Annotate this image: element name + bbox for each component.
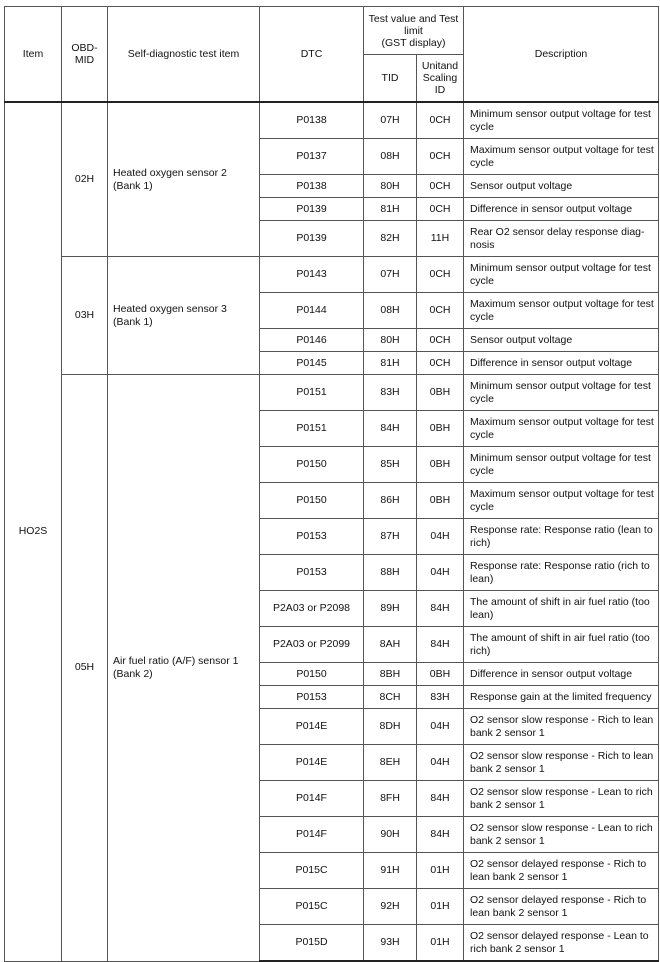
description-cell: Difference in sensor output voltage	[464, 663, 659, 686]
tid-cell: 91H	[364, 853, 417, 889]
dtc-cell: P014E	[260, 745, 364, 781]
unit-cell: 04H	[417, 519, 464, 555]
description-cell: Response rate: Response ratio (rich to lean)	[464, 555, 659, 591]
tid-cell: 81H	[364, 352, 417, 375]
dtc-cell: P0139	[260, 221, 364, 257]
header-test-value-text: Test value and Test limit (GST display)	[368, 12, 459, 49]
dtc-cell: P0150	[260, 447, 364, 483]
obd-mid-cell: 05H	[62, 375, 108, 962]
description-cell: Response rate: Response ratio (lean to rich)	[464, 519, 659, 555]
dtc-cell: P014F	[260, 781, 364, 817]
unit-cell: 83H	[417, 686, 464, 709]
tid-cell: 90H	[364, 817, 417, 853]
tid-cell: 87H	[364, 519, 417, 555]
table-row	[5, 102, 659, 139]
tid-cell: 8FH	[364, 781, 417, 817]
tid-cell: 85H	[364, 447, 417, 483]
description-cell: Rear O2 sensor delay response diag- nosis	[464, 221, 659, 257]
tid-cell: 8CH	[364, 686, 417, 709]
unit-cell: 01H	[417, 853, 464, 889]
header-description: Description	[464, 7, 659, 103]
tid-cell: 80H	[364, 175, 417, 198]
description-cell: O2 sensor delayed response - Rich to lean bank 2 sensor 1	[464, 889, 659, 925]
unit-cell: 84H	[417, 627, 464, 663]
tid-cell: 8DH	[364, 709, 417, 745]
unit-cell: 0CH	[417, 257, 464, 293]
dtc-cell: P2A03 or P2099	[260, 627, 364, 663]
dtc-cell: P0137	[260, 139, 364, 175]
description-cell: O2 sensor delayed response - Rich to lean bank 2 sensor 1	[464, 853, 659, 889]
tid-cell: 88H	[364, 555, 417, 591]
unit-cell: 84H	[417, 781, 464, 817]
unit-cell: 84H	[417, 817, 464, 853]
dtc-cell: P0144	[260, 293, 364, 329]
dtc-cell: P0146	[260, 329, 364, 352]
header-unit	[417, 55, 464, 103]
dtc-cell: P0151	[260, 411, 364, 447]
description-cell: The amount of shift in air fuel ratio (too rich)	[464, 627, 659, 663]
unit-cell: 04H	[417, 709, 464, 745]
dtc-cell: P014F	[260, 817, 364, 853]
description-cell: Maximum sensor output voltage for test cycle	[464, 483, 659, 519]
dtc-cell: P015C	[260, 853, 364, 889]
unit-cell: 0CH	[417, 102, 464, 139]
tid-cell: 8EH	[364, 745, 417, 781]
unit-cell: 84H	[417, 591, 464, 627]
dtc-cell: P0153	[260, 519, 364, 555]
description-cell: Response gain at the limited frequency	[464, 686, 659, 709]
description-cell: Maximum sensor output voltage for test cycle	[464, 411, 659, 447]
description-cell: O2 sensor delayed response - Lean to rich bank 2 sensor 1	[464, 925, 659, 962]
unit-cell: 0CH	[417, 198, 464, 221]
unit-cell: 11H	[417, 221, 464, 257]
item-cell: HO2S	[5, 102, 62, 961]
dtc-cell: P2A03 or P2098	[260, 591, 364, 627]
description-cell: Sensor output voltage	[464, 175, 659, 198]
description-cell: The amount of shift in air fuel ratio (too lean)	[464, 591, 659, 627]
test-item-cell: Heated oxygen sensor 3 (Bank 1)	[108, 257, 260, 375]
unit-cell: 0CH	[417, 139, 464, 175]
header-test-item: Self-diagnostic test item	[108, 7, 260, 103]
dtc-cell: P0138	[260, 102, 364, 139]
header-obd-mid-text: OBD- MID	[71, 42, 98, 66]
unit-cell: 0BH	[417, 483, 464, 519]
test-item-cell: Air fuel ratio (A/F) sensor 1 (Bank 2)	[108, 375, 260, 962]
header-obd-mid	[62, 7, 108, 103]
dtc-cell: P0145	[260, 352, 364, 375]
dtc-cell: P015D	[260, 925, 364, 962]
dtc-cell: P0153	[260, 555, 364, 591]
tid-cell: 80H	[364, 329, 417, 352]
dtc-cell: P0150	[260, 663, 364, 686]
dtc-cell: P0151	[260, 375, 364, 411]
description-cell: Maximum sensor output voltage for test cycle	[464, 293, 659, 329]
unit-cell: 0BH	[417, 663, 464, 686]
header-item: Item	[5, 7, 62, 103]
unit-cell: 0CH	[417, 329, 464, 352]
dtc-cell: P014E	[260, 709, 364, 745]
tid-cell: 92H	[364, 889, 417, 925]
dtc-cell: P015C	[260, 889, 364, 925]
description-cell: O2 sensor slow response - Rich to lean bank 2 sensor 1	[464, 745, 659, 781]
obd-mid-cell: 02H	[62, 102, 108, 257]
description-cell: Sensor output voltage	[464, 329, 659, 352]
dtc-cell: P0138	[260, 175, 364, 198]
test-item-cell: Heated oxygen sensor 2 (Bank 1)	[108, 102, 260, 257]
unit-cell: 0CH	[417, 175, 464, 198]
header-dtc: DTC	[260, 7, 364, 103]
description-cell: Minimum sensor output voltage for test cycle	[464, 102, 659, 139]
header-test-value	[364, 7, 464, 55]
tid-cell: 08H	[364, 293, 417, 329]
tid-cell: 8AH	[364, 627, 417, 663]
unit-cell: 04H	[417, 745, 464, 781]
tid-cell: 83H	[364, 375, 417, 411]
description-cell: Minimum sensor output voltage for test cycle	[464, 375, 659, 411]
description-cell: Minimum sensor output voltage for test cycle	[464, 257, 659, 293]
tid-cell: 81H	[364, 198, 417, 221]
tid-cell: 8BH	[364, 663, 417, 686]
tid-cell: 07H	[364, 257, 417, 293]
tid-cell: 82H	[364, 221, 417, 257]
description-cell: Minimum sensor output voltage for test cycle	[464, 447, 659, 483]
description-cell: Maximum sensor output voltage for test cycle	[464, 139, 659, 175]
unit-cell: 0BH	[417, 411, 464, 447]
unit-cell: 01H	[417, 889, 464, 925]
tid-cell: 89H	[364, 591, 417, 627]
description-cell: O2 sensor slow response - Lean to rich bank 2 sensor 1	[464, 817, 659, 853]
unit-cell: 0CH	[417, 293, 464, 329]
tid-cell: 86H	[364, 483, 417, 519]
description-cell: Difference in sensor output voltage	[464, 352, 659, 375]
unit-cell: 04H	[417, 555, 464, 591]
tid-cell: 93H	[364, 925, 417, 962]
dtc-cell: P0153	[260, 686, 364, 709]
tid-cell: 07H	[364, 102, 417, 139]
tid-cell: 84H	[364, 411, 417, 447]
table-row	[5, 257, 659, 293]
description-cell: O2 sensor slow response - Lean to rich bank 2 sensor 1	[464, 781, 659, 817]
description-cell: Difference in sensor output voltage	[464, 198, 659, 221]
obd-mid-cell: 03H	[62, 257, 108, 375]
dtc-cell: P0139	[260, 198, 364, 221]
unit-cell: 0CH	[417, 352, 464, 375]
unit-cell: 0BH	[417, 447, 464, 483]
unit-cell: 01H	[417, 925, 464, 962]
dtc-cell: P0143	[260, 257, 364, 293]
header-tid: TID	[364, 55, 417, 103]
tid-cell: 08H	[364, 139, 417, 175]
table-row	[5, 375, 659, 411]
dtc-cell: P0150	[260, 483, 364, 519]
table-body	[5, 102, 659, 961]
unit-cell: 0BH	[417, 375, 464, 411]
header-unit-text: Unitand Scaling ID	[421, 60, 459, 96]
description-cell: O2 sensor slow response - Rich to lean bank 2 sensor 1	[464, 709, 659, 745]
diagnostic-table	[4, 6, 659, 962]
